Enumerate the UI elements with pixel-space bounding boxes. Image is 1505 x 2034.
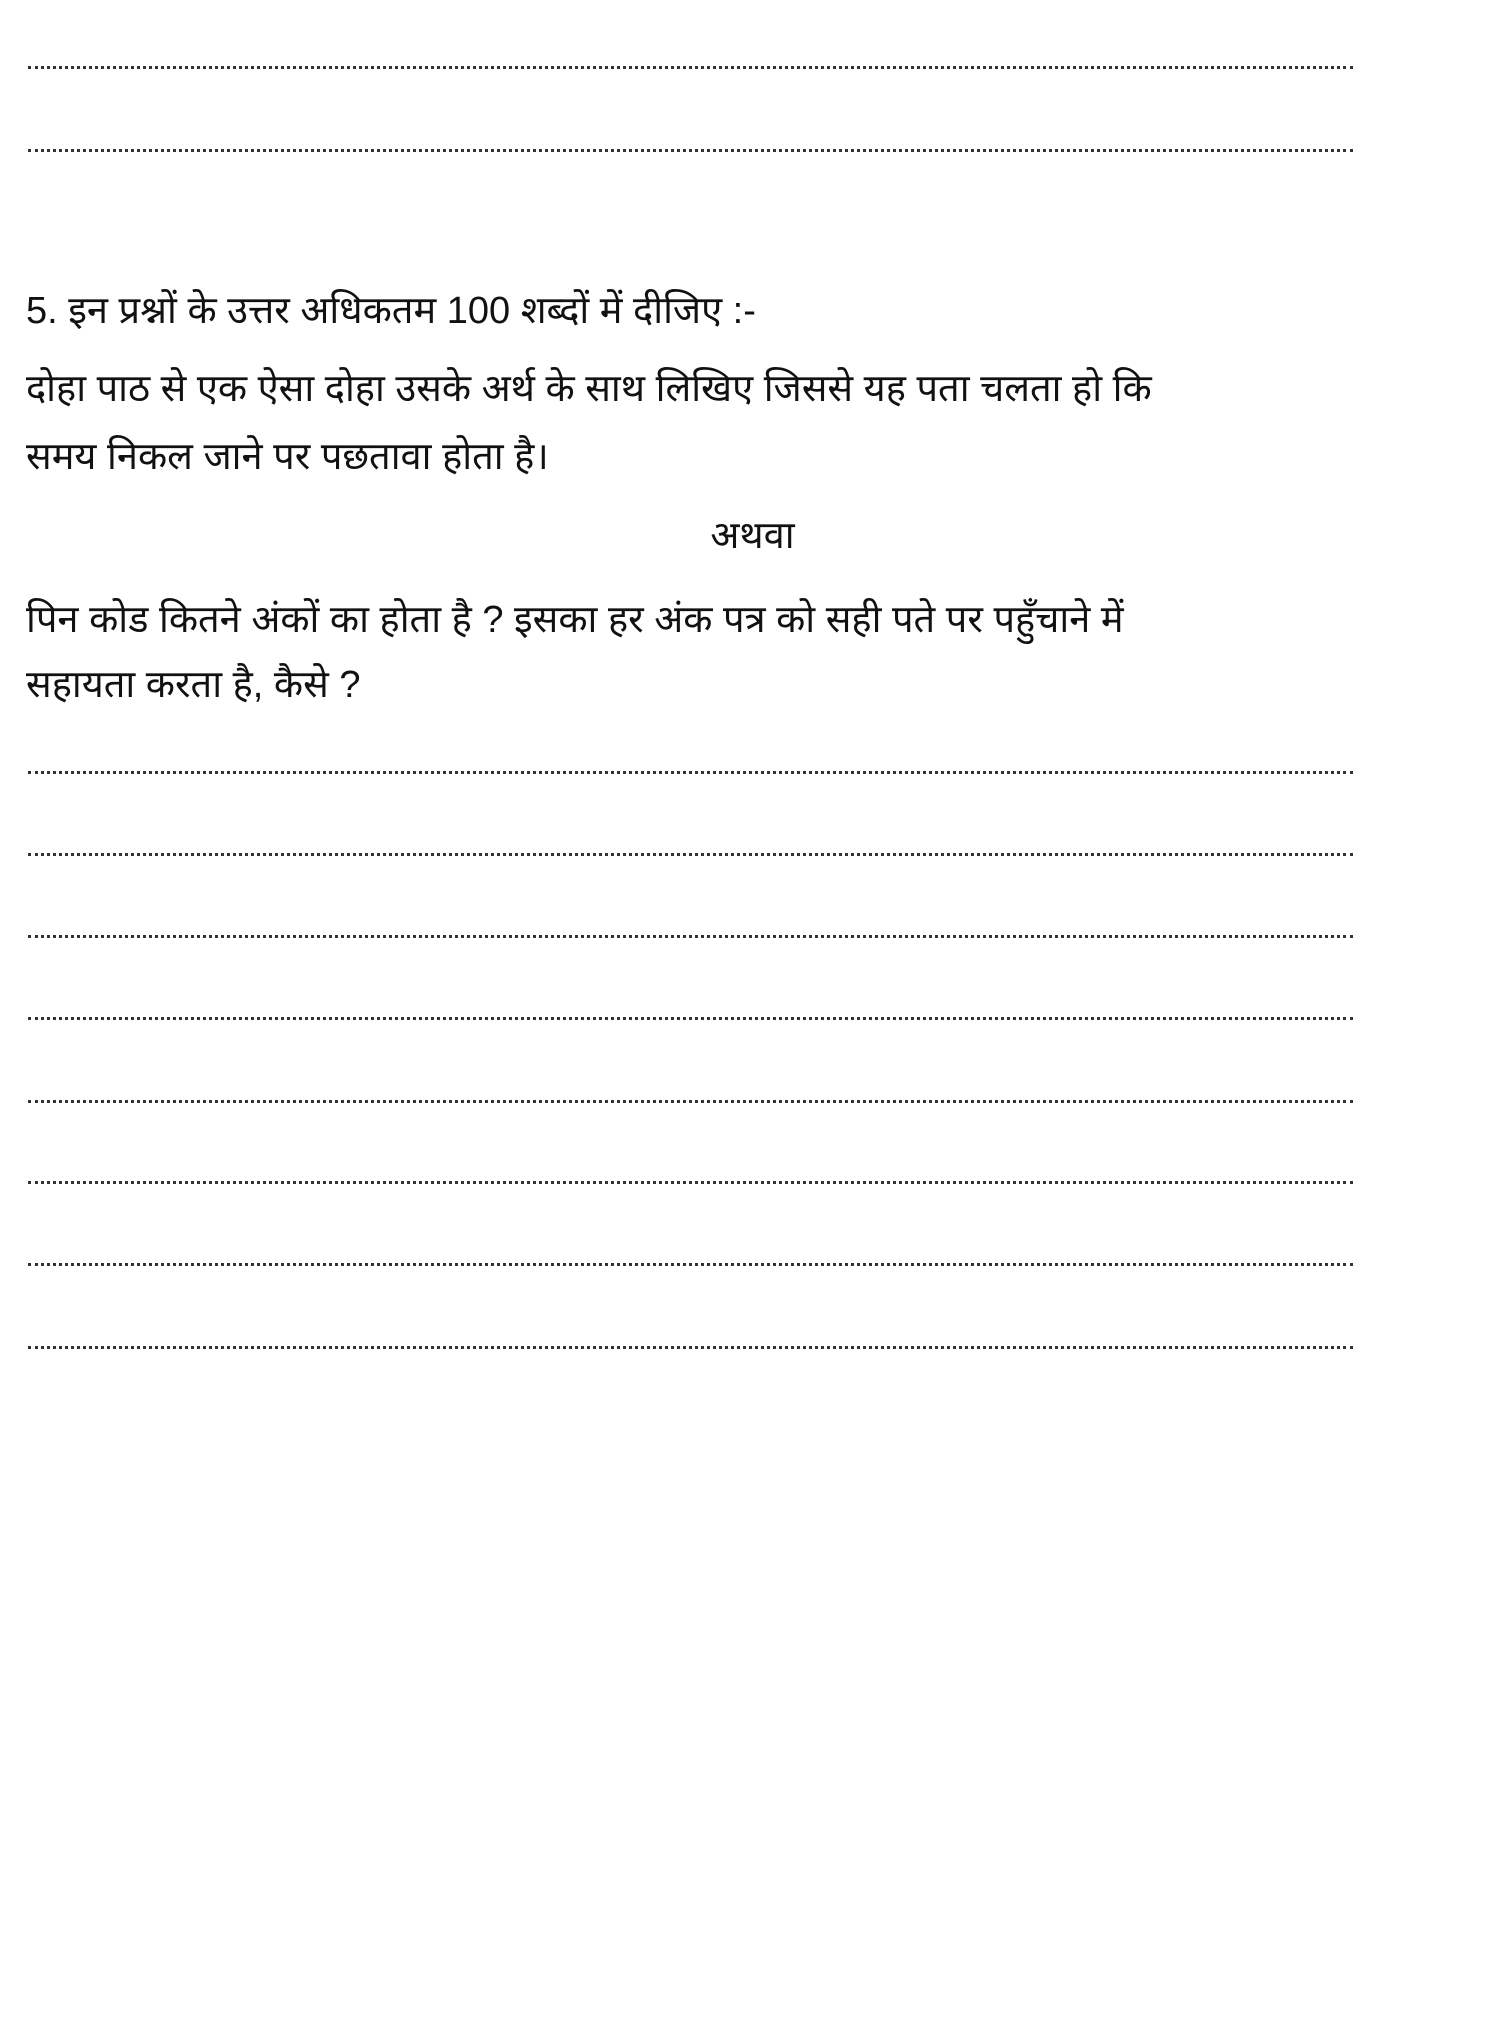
answer-line-previous[interactable] bbox=[28, 66, 1353, 69]
question-text: दोहा पाठ से एक ऐसा दोहा उसके अर्थ के साथ लिखिए जिससे यह पता चलता हो कि bbox=[26, 368, 1152, 410]
or-label: अथवा bbox=[710, 515, 795, 557]
answer-line[interactable] bbox=[28, 1181, 1353, 1184]
answer-line[interactable] bbox=[28, 1263, 1353, 1266]
answer-line[interactable] bbox=[28, 1346, 1353, 1349]
answer-line[interactable] bbox=[28, 1017, 1353, 1020]
answer-line[interactable] bbox=[28, 1100, 1353, 1103]
answer-line[interactable] bbox=[28, 771, 1353, 774]
question-text-alternative: पिन कोड कितने अंकों का होता है ? इसका हर अंक पत्र को सही पते पर पहुँचाने में bbox=[26, 599, 1124, 641]
question-text-alternative: सहायता करता है, कैसे ? bbox=[26, 664, 361, 706]
answer-line-previous[interactable] bbox=[28, 149, 1353, 152]
question-heading: 5. इन प्रश्नों के उत्तर अधिकतम 100 शब्दों में दीजिए :- bbox=[26, 290, 756, 332]
answer-line[interactable] bbox=[28, 853, 1353, 856]
question-text: समय निकल जाने पर पछतावा होता है। bbox=[26, 436, 549, 478]
answer-line[interactable] bbox=[28, 935, 1353, 938]
